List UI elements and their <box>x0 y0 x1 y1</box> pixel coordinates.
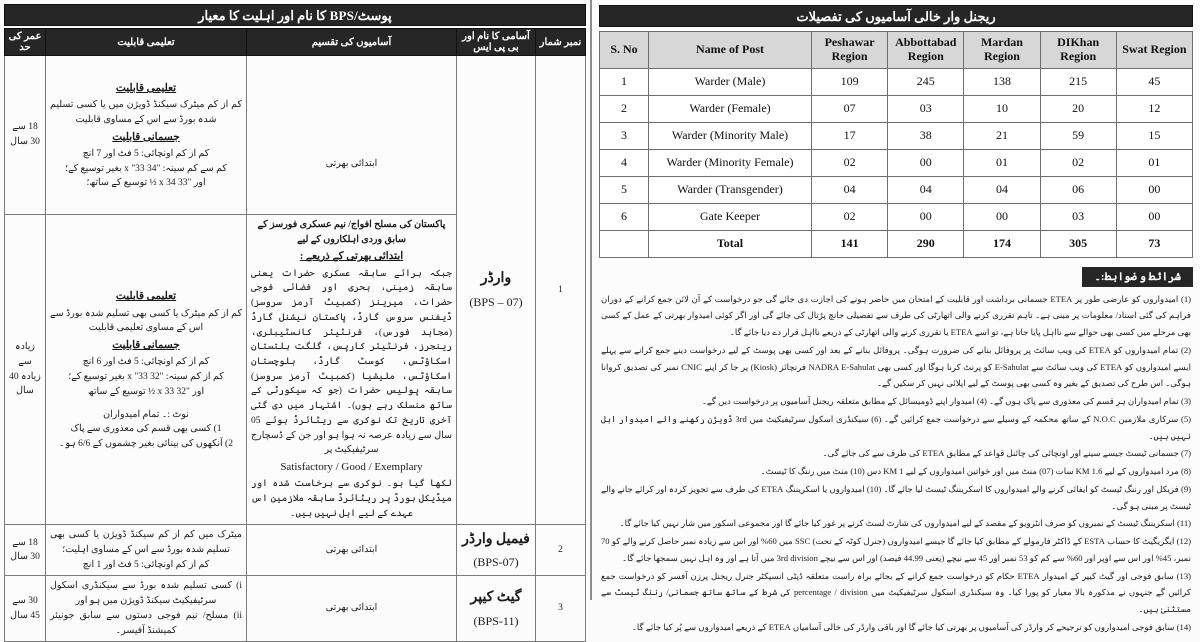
cell-swat: 00 <box>1116 203 1192 230</box>
table-header-row <box>600 32 1193 69</box>
note-heading: نوٹ :۔ تمام امیدواران <box>103 409 189 420</box>
header-swat-region: Swat Region <box>1116 32 1192 69</box>
cell-education <box>46 215 247 525</box>
cell-total-mardan: 174 <box>964 230 1040 257</box>
education-body: کم از کم میٹرک یا کسی بھی تسلیم شدہ بورڈ سے اس کے مساوی تعلیمی قابلیت <box>50 308 242 334</box>
education-body: کم از کم میٹرک سیکنڈ ڈویژن میں یا کسی تسلیم شدہ بورڈ سے اس کے مساوی قابلیت <box>50 100 242 125</box>
cell-sno: 3 <box>600 122 649 149</box>
condition-item: (5) سرکاری ملازمین N.O.C کے ساتھ محکمہ کے وسیلے سے درخواست جمع کرائیں گے۔ (6) سیکنڈری اسکول سرٹیفیکیٹ میں 3rd ڈویژن رکھنے والے امیدوار اہل نہیں ہیں۔ <box>601 413 1192 441</box>
terms-and-conditions-body <box>599 287 1193 636</box>
note-item-2: 2) آنکھوں کی بینائی بغیر چشموں کے 6/6 ہو۔ <box>59 439 233 450</box>
terms-and-conditions-badge: شرائط و ضوابط:۔ <box>1082 267 1193 287</box>
cell-mardan: 21 <box>964 122 1040 149</box>
cell-sno: 3 <box>536 576 586 642</box>
cell-abbottabad: 04 <box>888 176 964 203</box>
table-row <box>600 203 1193 230</box>
cell-sno: 2 <box>600 95 649 122</box>
cell-post-name: Gate Keeper <box>649 203 812 230</box>
cell-dikhan: 215 <box>1040 68 1116 95</box>
cell-sno: 1 <box>600 68 649 95</box>
cell-distribution: ابتدائی بھرتی <box>247 576 457 642</box>
physical-chest-1: کم سے کم سینہ: "34 x "33 بغیر توسیع کے؛ <box>65 163 227 174</box>
cell-dikhan: 06 <box>1040 176 1116 203</box>
physical-heading: جسمانی قابلیت <box>112 340 180 352</box>
table-row <box>600 68 1193 95</box>
cell-peshawar: 109 <box>812 68 888 95</box>
header-dikhan-region: DIKhan Region <box>1040 32 1116 69</box>
cell-peshawar: 02 <box>812 149 888 176</box>
table-row <box>5 525 586 576</box>
cell-abbottabad: 00 <box>888 203 964 230</box>
cell-mardan: 138 <box>964 68 1040 95</box>
cell-total-label: Total <box>649 230 812 257</box>
condition-item: (7) جسمانی ٹیسٹ جیسے سینے اور اونچائی کی چائنل قواعد کے مطابق ETEA کی طرف سے کی جائے گی۔ <box>822 448 1191 459</box>
cell-peshawar: 07 <box>812 95 888 122</box>
note-item-1: 1) کسی بھی قسم کی معذوری سے پاک <box>70 424 222 435</box>
cell-total-peshawar: 141 <box>812 230 888 257</box>
vacancy-table-wrapper <box>599 31 1193 258</box>
cell-abbottabad: 38 <box>888 122 964 149</box>
table-header-row <box>5 29 586 56</box>
cell-dikhan: 59 <box>1040 122 1116 149</box>
header-abbottabad-region: Abbottabad Region <box>888 32 964 69</box>
cell-distribution: ابتدائی بھرتی <box>247 525 457 576</box>
right-panel-title: ریجنل وار خالی آسامیوں کی تفصیلات <box>599 5 1193 27</box>
table-row <box>600 95 1193 122</box>
table-row <box>5 576 586 642</box>
cell-distribution <box>247 215 457 525</box>
post-bps-label: (BPS – 07) <box>469 295 523 310</box>
cell-swat: 12 <box>1116 95 1192 122</box>
post-name-label: گیٹ کیپر <box>470 590 522 606</box>
physical-chest-2: اور "32 x 33 ½ توسیع کے ساتھ <box>87 386 205 397</box>
condition-item: (1) امیدواروں کو عارضی طور پر ETEA جسمانی برداشت اور قابلیت کے امتحان میں حاضر ہونے کی اجازت دی جائے گی جو درخواست کے آن لائن جمع کرانے کے دوران فراہم کی گئی اسناد/ معلومات پر مبنی ہے۔ تاہم تقرری کرنے والی اتھارٹی کی طرف سے تفصیلی جانچ پڑتال کی جائے گی اور اگر کوئی امیدوار بھرتی کے عمل کے کسی بھی مرحلے میں کسی بھی حوالے سے نااہل پایا جاتا ہے، تو اسے ETEA یا تقرری کرنے والی اتھارٹی کے ذریعے نااہل قرار دے دیا جائے گا۔ <box>601 293 1191 338</box>
cell-mardan: 04 <box>964 176 1040 203</box>
cell-post-name: Warder (Minority Male) <box>649 122 812 149</box>
header-sno: S. No <box>600 32 649 69</box>
left-panel-title: پوسٹ/BPS کا نام اور اہلیت کا معیار <box>4 4 586 26</box>
cell-post <box>457 525 536 576</box>
cell-post-name: Warder (Minority Female) <box>649 149 812 176</box>
physical-chest-2: اور "33 x 34 ½ توسیع کے ساتھ؛ <box>86 178 206 189</box>
post-bps-label: (BPS-11) <box>473 613 519 628</box>
physical-height: کم از کم اونچائی: 5 فٹ اور 6 انچ <box>82 357 210 368</box>
physical-chest-1: کم از کم سینہ: "32 x "33 بغیر توسیع کے؛ <box>68 372 224 383</box>
post-eligibility-table <box>4 28 586 642</box>
cell-swat: 15 <box>1116 122 1192 149</box>
cell-sno: 5 <box>600 176 649 203</box>
cell-sno <box>600 230 649 257</box>
cell-peshawar: 02 <box>812 203 888 230</box>
table-row <box>600 176 1193 203</box>
condition-item: (2) تمام امیدواروں کو ETEA کی ویب سائٹ پر پروفائل بنانے کی ضرورت ہوگی۔ پروفائل بنانے کے بعد اور کسی بھی پوسٹ کے لیے درخواست دینے جمع کرانے سے پہلے ایسے امیدواروں کو ETEA کی ویب سائٹ سے E-Sahulat کو پرنٹ کرنا ہوگا اور کسی بھی NADRA E-Sahulat فرنچائز (Kiosk) پر جا کر اپنے CNIC نمبر کی تصدیق کروانا ہوگی۔ اس طرح کی تصدیق کے بغیر وہ کسی بھی پوسٹ کے لیے اپلائی نہیں کر سکیں گے۔ <box>601 344 1192 389</box>
header-mardan-region: Mardan Region <box>964 32 1040 69</box>
cell-education <box>46 576 247 642</box>
education-body-i: i) کسی تسلیم شدہ بورڈ سے سیکنڈری اسکول سرٹیفیکیٹ سیکنڈ ڈویژن میں ہو اور <box>50 581 242 607</box>
cell-sno: 6 <box>600 203 649 230</box>
cell-sno: 2 <box>536 525 586 576</box>
physical-height: کم از کم اونچائی: 5 فٹ اور 1 انچ <box>82 559 210 570</box>
cell-post <box>457 56 536 525</box>
right-panel <box>592 0 1200 632</box>
cell-post-name: Warder (Transgender) <box>649 176 812 203</box>
cell-dikhan: 02 <box>1040 149 1116 176</box>
discharge-grades: Satisfactory / Good / Exemplary <box>280 461 423 474</box>
regional-vacancy-table <box>599 31 1193 258</box>
education-body-ii: ii) مسلح/ نیم فوجی دستوں سے سابق جونیئر کمیشنڈ آفیسر۔ <box>50 610 242 636</box>
distribution-subheading: ابتدائی بھرتی کے ذریعے : <box>299 251 404 263</box>
cell-total-abbottabad: 290 <box>888 230 964 257</box>
cell-education <box>46 525 247 576</box>
condition-item: (11) اسکریننگ ٹیسٹ کے نمبروں کو صرف انٹرویو کے مقصد کے لیے امیدواروں کی شارٹ لسٹ کرنے پر غور کیا جائے گا اور مجموعی اسکور میں شار نہیں کیا جائے گا۔ <box>619 518 1191 529</box>
post-name-label: فیمیل وارڈر <box>462 531 530 547</box>
condition-item: (9) فزیکل اور رننگ ٹیسٹ کو ایفائی کرنے والے امیدواروں کا اسکریننگ ٹیسٹ لیا جائے گا۔ (10) امیدواروں یا اسکریننگ ETEA کی طرف سے تجویز کردہ اور کرائے جانے والے ٹیسٹ پر مبنی ہو گی۔ <box>601 483 1191 511</box>
cell-mardan: 10 <box>964 95 1040 122</box>
distribution-text: ابتدائی بھرتی <box>325 158 378 169</box>
cell-total-dikhan: 305 <box>1040 230 1116 257</box>
cell-education <box>46 56 247 215</box>
cell-age: زیادہ سے زیادہ 40 سال <box>5 215 46 525</box>
table-total-row <box>600 230 1193 257</box>
cell-mardan: 01 <box>964 149 1040 176</box>
cell-peshawar: 04 <box>812 176 888 203</box>
distribution-heading: پاکستان کی مسلح افواج/ نیم عسکری فورسز کے سابق وردی اہلکاروں کے لیے <box>257 220 446 245</box>
table-row <box>600 122 1193 149</box>
header-age: عمر کی حد <box>5 29 46 56</box>
cell-dikhan: 20 <box>1040 95 1116 122</box>
cell-distribution <box>247 56 457 215</box>
condition-item: (13) سابق فوجی اور گیٹ کیپر کے امیدوار ETEA حکام کو درخواست جمع کرانے کے بجائے براہ راست متعلقہ ڈپٹی انسپکٹر جنرل ریجنل پرزن آفسر کو درخواست جمع کرائیں گے جنہوں نے مذکورہ بالا معیار کو پورا کیا۔ وہ سیکنڈری اسکول سرٹیفیکیٹ میں percentage / division کی شرط کے ساتھ ساتھ جسمانی/ رننگ ٹیسٹ سے مستثنیٰ ہیں۔ <box>601 570 1192 615</box>
header-post: آسامی کا نام اور بی پی ایس <box>457 29 536 56</box>
post-bps-label: (BPS-07) <box>473 555 519 570</box>
cell-abbottabad: 245 <box>888 68 964 95</box>
cell-post-name: Warder (Female) <box>649 95 812 122</box>
header-education: تعلیمی قابلیت <box>46 29 247 56</box>
cell-abbottabad: 03 <box>888 95 964 122</box>
cell-abbottabad: 00 <box>888 149 964 176</box>
cell-age: 30 سے 45 سال <box>5 576 46 642</box>
condition-item: (12) ایگریگیٹ کا حساب ESTA کے ڈاکٹر فارمولے کے مطابق کیا جائے گا جیسے امیدواروں (جنرل کوٹہ کے تحت) SSC میں 60% اور اس سے زیادہ نمبر حاصل کرنے والے کو 70 نمبر، 45% اور اس سے اوپر اور 60% سے کم کو 53 نمبر اور 45 سے نیچے (یعنی 44.99 فیصد) اور اس سے نیچے 3rd division میں آتا ہے اور وہ اہل نہیں سمجھا جائے گا۔ <box>601 536 1191 563</box>
condition-item: (8) مرد امیدواروں کے لیے KM 1.6 سات (07) منٹ میں اور خواتین امیدواروں کے لیے KM 1 دس (10) منٹ میں رننگ کا ٹیسٹ۔ <box>760 466 1191 477</box>
cell-total-swat: 73 <box>1116 230 1192 257</box>
cell-swat: 00 <box>1116 176 1192 203</box>
header-name-of-post: Name of Post <box>649 32 812 69</box>
distribution-body: جبکہ برائے سابقہ عسکری حضرات یعنی سابقہ زمینی، بحری اور فضائی فوجی حضرات، میرینز (کمبیٹ آرمز سروسز) ڈیفنس سروس گارڈ، پاکستان نیشنل گارڈ (مجاہد فورس)، فرنٹیئر کانسٹیبلری، رینجرز، فرنٹیئر کارپس، گلگت بلتستان اسکاؤٹس، کوسٹ گارڈ، بلوچستان اسکاؤٹس، ملیشیا (کمبیٹ آرمز سروسز) سابقہ پولیس حضرات (جو کہ سیکورٹی کے ساتھ منسلک رہے ہوں)۔ اشتہار میں دی گئی آخری تاریخ تک نوکری سے ریٹائرڈ ہوئے 05 سال سے زیادہ عرصہ نہ ہوا ہو اور جن کے ڈسچارج سرٹیفیکیٹ پر <box>251 268 452 456</box>
cell-sno: 1 <box>536 56 586 525</box>
cell-age: 18 سے 30 سال <box>5 525 46 576</box>
cell-swat: 45 <box>1116 68 1192 95</box>
physical-heading: جسمانی قابلیت <box>112 131 180 143</box>
header-peshawar-region: Peshawar Region <box>812 32 888 69</box>
condition-item: (14) سابق فوجی امیدواروں کو ترجیحے کر وارڈر کی آسامیوں پر بھرتی کیا جائے گا اور باقی وارڈر کی خالی آسامیاں ETEA کے ذریعے امیدواروں سے پُر کیا جائے گا۔ <box>631 621 1191 632</box>
physical-height: کم از کم اونچائی: 5 فٹ اور 7 انچ <box>82 148 210 159</box>
education-body: میٹرک میں کم از کم سیکنڈ ڈویژن یا کسی بھی تسلیم شدہ بورڈ سے اس کے مساوی اہلیت؛ <box>50 530 242 555</box>
cell-age: 18 سے 30 سال <box>5 56 46 215</box>
cell-peshawar: 17 <box>812 122 888 149</box>
cell-post <box>457 576 536 642</box>
education-heading: تعلیمی قابلیت <box>115 82 177 94</box>
table-row <box>600 149 1193 176</box>
cell-sno: 4 <box>600 149 649 176</box>
condition-item: (3) تمام امیدواران ہر قسم کی معذوری سے پاک ہوں گے۔ (4) امیدوار اپنے ڈومیسائل کے مطابق متعلقہ ریجنل آسامیوں پر درخواست دیں گے۔ <box>701 396 1191 407</box>
cell-dikhan: 03 <box>1040 203 1116 230</box>
header-distribution: آسامیوں کی تقسیم <box>247 29 457 56</box>
header-sno: نمبر شمار <box>536 29 586 56</box>
cell-swat: 01 <box>1116 149 1192 176</box>
education-heading: تعلیمی قابلیت <box>115 291 177 303</box>
table-row <box>5 56 586 215</box>
post-name-label: وارڈر <box>480 271 512 287</box>
left-panel <box>0 0 592 636</box>
distribution-tail: لکھا گیا ہو۔ نوکری سے برخاست شدہ اور میڈیکل بورڈ پر ریٹائرڈ سابقہ ملازمین اس عہدے کے لیے اہل نہیں ہیں۔ <box>251 479 452 519</box>
cell-mardan: 00 <box>964 203 1040 230</box>
cell-post-name: Warder (Male) <box>649 68 812 95</box>
